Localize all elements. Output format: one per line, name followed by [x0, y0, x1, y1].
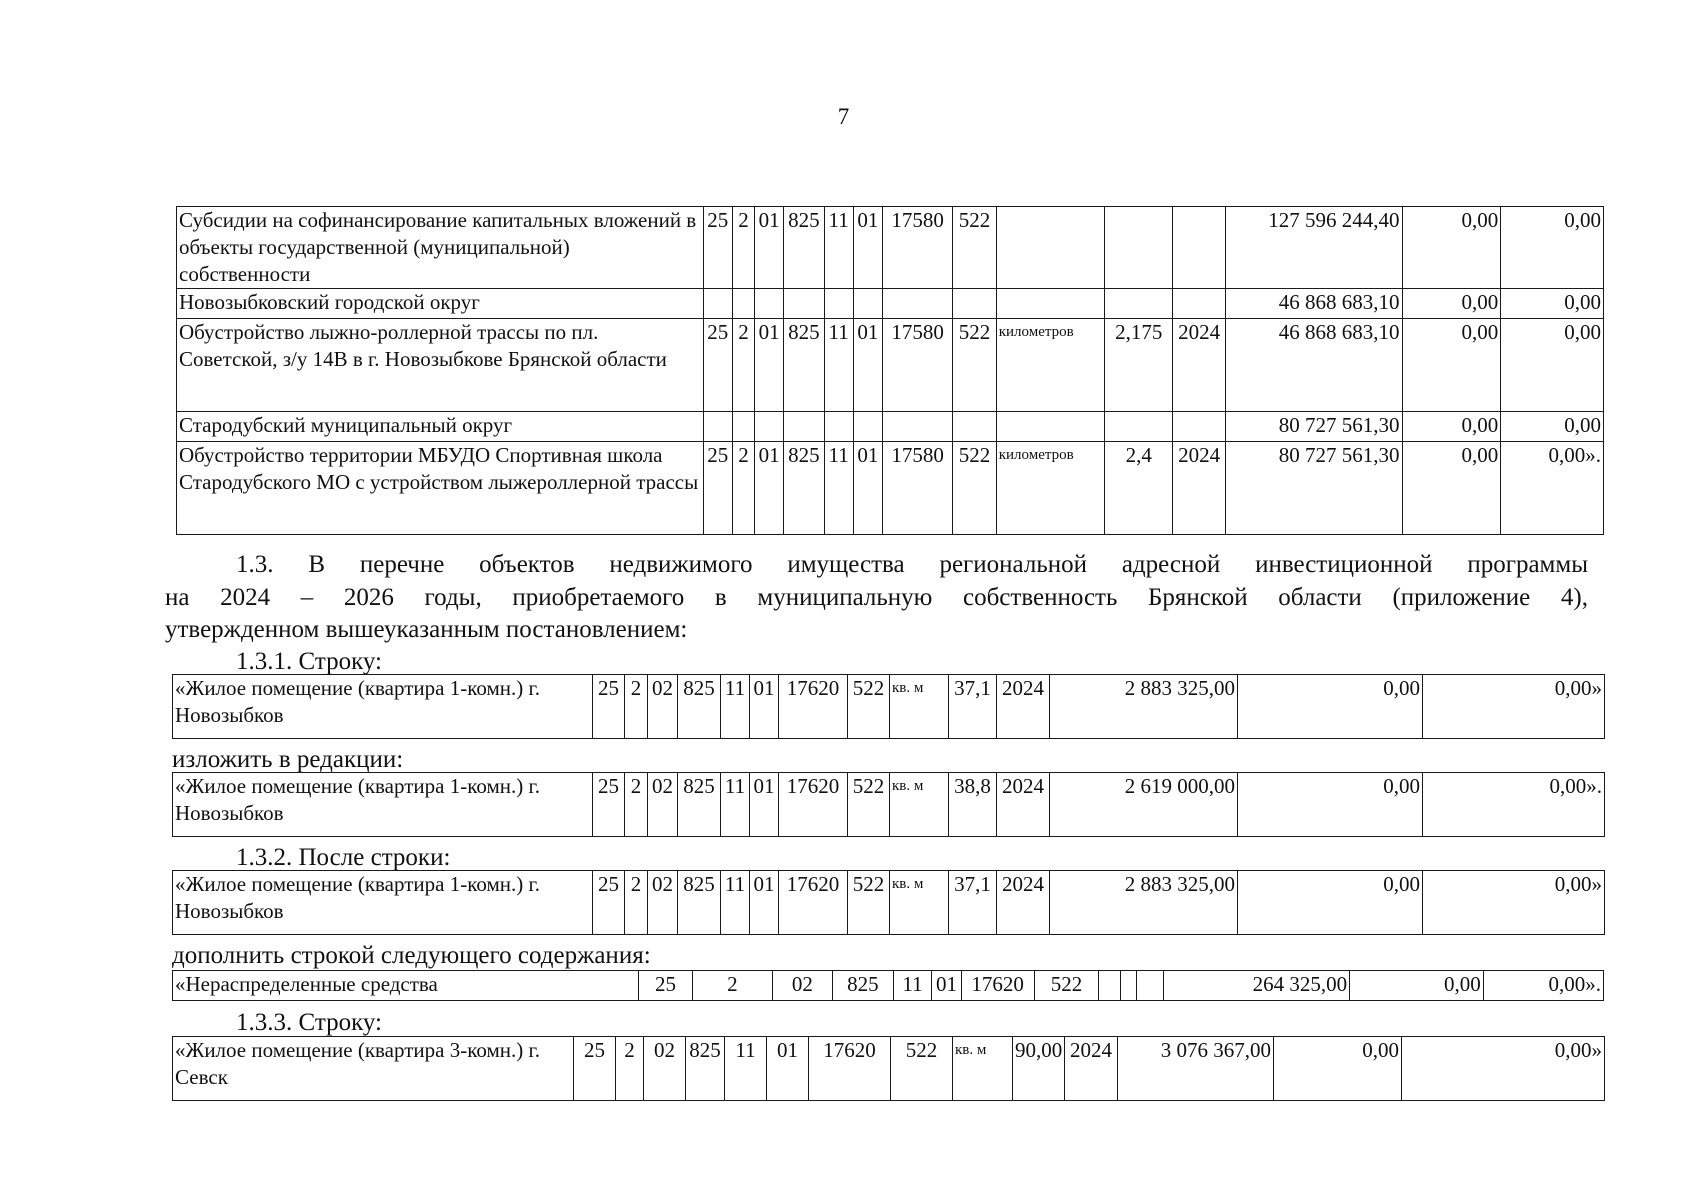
row-1-3-1-old-body [173, 675, 1605, 739]
row-1-3-3-table [172, 1036, 1605, 1101]
cell-c8 [953, 412, 996, 442]
cell-c7: 17620 [779, 871, 848, 935]
cell-c8: 522 [953, 319, 996, 412]
subsidies-table [176, 206, 1604, 535]
cell-c5: 11 [893, 971, 932, 1001]
heading-1-3-1: 1.3.1. Строку: [236, 648, 382, 675]
row-1-3-3-body [173, 1037, 1605, 1101]
cell-qty [1121, 971, 1137, 1001]
cell-unit: кв. м [890, 675, 949, 739]
cell-c2 [732, 412, 754, 442]
cell-v3: 0,00». [1423, 773, 1605, 837]
cell-qty: 90,00 [1013, 1037, 1065, 1101]
cell-c6: 01 [853, 207, 882, 289]
cell-c2: 2 [732, 207, 754, 289]
cell-c7: 17580 [882, 442, 952, 535]
row-1-3-2-body [173, 871, 1605, 935]
cell-name: Обустройство территории МБУДО Спортивная школа Стародубского МО с устройством лыжероллерной трассы [177, 442, 704, 535]
cell-c1 [703, 412, 732, 442]
table-row [173, 675, 1605, 739]
cell-v1: 46 868 683,10 [1226, 289, 1402, 319]
cell-c3: 02 [648, 871, 678, 935]
cell-year: 2024 [1172, 442, 1225, 535]
cell-c3: 02 [772, 971, 833, 1001]
cell-c1 [703, 289, 732, 319]
cell-v2: 0,00 [1402, 289, 1501, 319]
table-row [177, 289, 1604, 319]
cell-name: Стародубский муниципальный округ [177, 412, 704, 442]
cell-qty: 2,175 [1105, 319, 1172, 412]
cell-v1: 2 619 000,00 [1050, 773, 1238, 837]
cell-v2: 0,00 [1274, 1037, 1402, 1101]
cell-c2: 2 [625, 871, 648, 935]
cell-unit: кв. м [890, 871, 949, 935]
cell-c8: 522 [848, 773, 890, 837]
cell-name: «Жилое помещение (квартира 1-комн.) г. Новозыбков [173, 773, 593, 837]
cell-v2: 0,00 [1402, 207, 1501, 289]
cell-v2: 0,00 [1402, 442, 1501, 535]
table-row [177, 319, 1604, 412]
table-row [173, 871, 1605, 935]
cell-c3: 01 [755, 207, 784, 289]
cell-qty: 2,4 [1105, 442, 1172, 535]
cell-v1: 46 868 683,10 [1226, 319, 1402, 412]
cell-c8 [953, 289, 996, 319]
cell-name: «Жилое помещение (квартира 1-комн.) г. Новозыбков [173, 871, 593, 935]
cell-c4: 825 [678, 675, 721, 739]
cell-unit: кв. м [890, 773, 949, 837]
cell-year: 2024 [997, 773, 1050, 837]
cell-c6: 01 [750, 871, 779, 935]
cell-c5: 11 [721, 871, 750, 935]
cell-unit [996, 207, 1105, 289]
cell-v1: 2 883 325,00 [1050, 871, 1238, 935]
cell-qty [1105, 207, 1172, 289]
cell-v3: 0,00 [1501, 319, 1604, 412]
table-row [177, 412, 1604, 442]
text-edit-label: изложить в редакции: [172, 746, 404, 773]
cell-c4 [784, 412, 824, 442]
cell-name: Обустройство лыжно-роллерной трассы по пл. Советской, з/у 14В в г. Новозыбкове Брянской области [177, 319, 704, 412]
cell-unit: километров [996, 442, 1105, 535]
cell-c6: 01 [750, 675, 779, 739]
cell-name: Новозыбковский городской округ [177, 289, 704, 319]
cell-c2 [732, 289, 754, 319]
page-number: 7 [837, 104, 850, 129]
cell-c3: 02 [648, 675, 678, 739]
cell-c4 [784, 289, 824, 319]
cell-year: 2024 [997, 871, 1050, 935]
cell-c7 [882, 412, 952, 442]
cell-c2: 2 [732, 442, 754, 535]
cell-c5: 11 [824, 319, 853, 412]
cell-c1: 25 [638, 971, 692, 1001]
cell-c1: 25 [593, 871, 625, 935]
row-1-3-1-new-body [173, 773, 1605, 837]
cell-c7: 17580 [882, 207, 952, 289]
cell-c4: 825 [833, 971, 894, 1001]
row-1-3-2-table [172, 870, 1605, 935]
cell-c1: 25 [703, 319, 732, 412]
cell-v3: 0,00». [1501, 442, 1604, 535]
cell-c3 [755, 412, 784, 442]
cell-c7: 17620 [961, 971, 1034, 1001]
cell-c4: 825 [784, 319, 824, 412]
cell-v3: 0,00 [1501, 289, 1604, 319]
cell-c4: 825 [784, 442, 824, 535]
text-add-label: дополнить строкой следующего содержания: [172, 942, 651, 969]
cell-c1: 25 [593, 773, 625, 837]
table-row [177, 207, 1604, 289]
cell-c8: 522 [953, 207, 996, 289]
cell-c6 [853, 289, 882, 319]
cell-v1: 80 727 561,30 [1226, 442, 1402, 535]
cell-c1: 25 [703, 207, 732, 289]
cell-v2: 0,00 [1350, 971, 1484, 1001]
cell-c6: 01 [767, 1037, 809, 1101]
cell-c1: 25 [574, 1037, 616, 1101]
cell-c7 [882, 289, 952, 319]
cell-c5 [824, 412, 853, 442]
cell-unit [1099, 971, 1121, 1001]
cell-c6: 01 [853, 319, 882, 412]
cell-v2: 0,00 [1238, 773, 1423, 837]
cell-c1: 25 [593, 675, 625, 739]
cell-c2: 2 [625, 675, 648, 739]
cell-c3 [755, 289, 784, 319]
cell-v2: 0,00 [1402, 412, 1501, 442]
cell-qty: 37,1 [949, 871, 997, 935]
cell-c6: 01 [750, 773, 779, 837]
cell-v2: 0,00 [1238, 675, 1423, 739]
cell-v2: 0,00 [1238, 871, 1423, 935]
cell-v3: 0,00» [1402, 1037, 1605, 1101]
paragraph-1-3-line3: утвержденном вышеуказанным постановлением: [165, 616, 688, 643]
cell-c8: 522 [953, 442, 996, 535]
cell-c2: 2 [693, 971, 772, 1001]
cell-unit [996, 289, 1105, 319]
cell-c4: 825 [686, 1037, 725, 1101]
cell-v2: 0,00 [1402, 319, 1501, 412]
row-undistributed-table [172, 970, 1604, 1001]
cell-c5: 11 [824, 442, 853, 535]
cell-v3: 0,00 [1501, 412, 1604, 442]
table-row [173, 1037, 1605, 1101]
cell-unit: кв. м [953, 1037, 1013, 1101]
cell-v1: 3 076 367,00 [1118, 1037, 1274, 1101]
cell-c7: 17580 [882, 319, 952, 412]
heading-1-3-2: 1.3.2. После строки: [236, 844, 451, 871]
cell-qty [1105, 412, 1172, 442]
cell-name: Субсидии на софинансирование капитальных вложений в объекты государственной (муниципальной) собственности [177, 207, 704, 289]
cell-year: 2024 [1065, 1037, 1118, 1101]
cell-c3: 01 [755, 442, 784, 535]
cell-c5: 11 [721, 773, 750, 837]
cell-v3: 0,00» [1423, 675, 1605, 739]
cell-c5 [824, 289, 853, 319]
row-1-3-1-new-table [172, 772, 1605, 837]
cell-c6 [853, 412, 882, 442]
cell-c5: 11 [721, 675, 750, 739]
paragraph-1-3-line1: 1.3. В перечне объектов недвижимого имущества региональной адресной инвестиционной программы [236, 551, 1588, 578]
cell-v3: 0,00 [1501, 207, 1604, 289]
cell-year [1172, 412, 1225, 442]
cell-v1: 127 596 244,40 [1226, 207, 1402, 289]
cell-qty: 37,1 [949, 675, 997, 739]
cell-unit [996, 412, 1105, 442]
cell-qty: 38,8 [949, 773, 997, 837]
cell-v1: 80 727 561,30 [1226, 412, 1402, 442]
cell-c4: 825 [678, 773, 721, 837]
subsidies-table-body [177, 207, 1604, 535]
cell-name: «Жилое помещение (квартира 1-комн.) г. Новозыбков [173, 675, 593, 739]
cell-c3: 01 [755, 319, 784, 412]
cell-c8: 522 [848, 871, 890, 935]
cell-v1: 2 883 325,00 [1050, 675, 1238, 739]
cell-year [1172, 289, 1225, 319]
cell-c2: 2 [616, 1037, 644, 1101]
row-undistributed-body [173, 971, 1604, 1001]
cell-c4: 825 [784, 207, 824, 289]
row-1-3-1-old-table [172, 674, 1605, 739]
cell-c1: 25 [703, 442, 732, 535]
cell-year [1137, 971, 1164, 1001]
cell-c2: 2 [732, 319, 754, 412]
cell-c7: 17620 [779, 675, 848, 739]
table-row [177, 442, 1604, 535]
cell-unit: километров [996, 319, 1105, 412]
cell-c6: 01 [853, 442, 882, 535]
cell-c4: 825 [678, 871, 721, 935]
cell-c5: 11 [725, 1037, 767, 1101]
table-row [173, 773, 1605, 837]
cell-year: 2024 [997, 675, 1050, 739]
cell-c5: 11 [824, 207, 853, 289]
cell-c2: 2 [625, 773, 648, 837]
cell-c8: 522 [1034, 971, 1099, 1001]
cell-c3: 02 [648, 773, 678, 837]
cell-c7: 17620 [779, 773, 848, 837]
cell-v1: 264 325,00 [1164, 971, 1350, 1001]
cell-c6: 01 [932, 971, 961, 1001]
cell-c8: 522 [891, 1037, 953, 1101]
cell-name: «Нераспределенные средства [173, 971, 639, 1001]
paragraph-1-3-line2: на 2024 – 2026 годы, приобретаемого в муниципальную собственность Брянской области (приложение 4), [165, 584, 1588, 611]
cell-v3: 0,00». [1483, 971, 1603, 1001]
cell-c8: 522 [848, 675, 890, 739]
cell-year: 2024 [1172, 319, 1225, 412]
heading-1-3-3: 1.3.3. Строку: [236, 1009, 382, 1036]
cell-c3: 02 [644, 1037, 686, 1101]
cell-c7: 17620 [809, 1037, 891, 1101]
cell-year [1172, 207, 1225, 289]
cell-name: «Жилое помещение (квартира 3-комн.) г. Севск [173, 1037, 574, 1101]
cell-v3: 0,00» [1423, 871, 1605, 935]
cell-qty [1105, 289, 1172, 319]
table-row [173, 971, 1604, 1001]
